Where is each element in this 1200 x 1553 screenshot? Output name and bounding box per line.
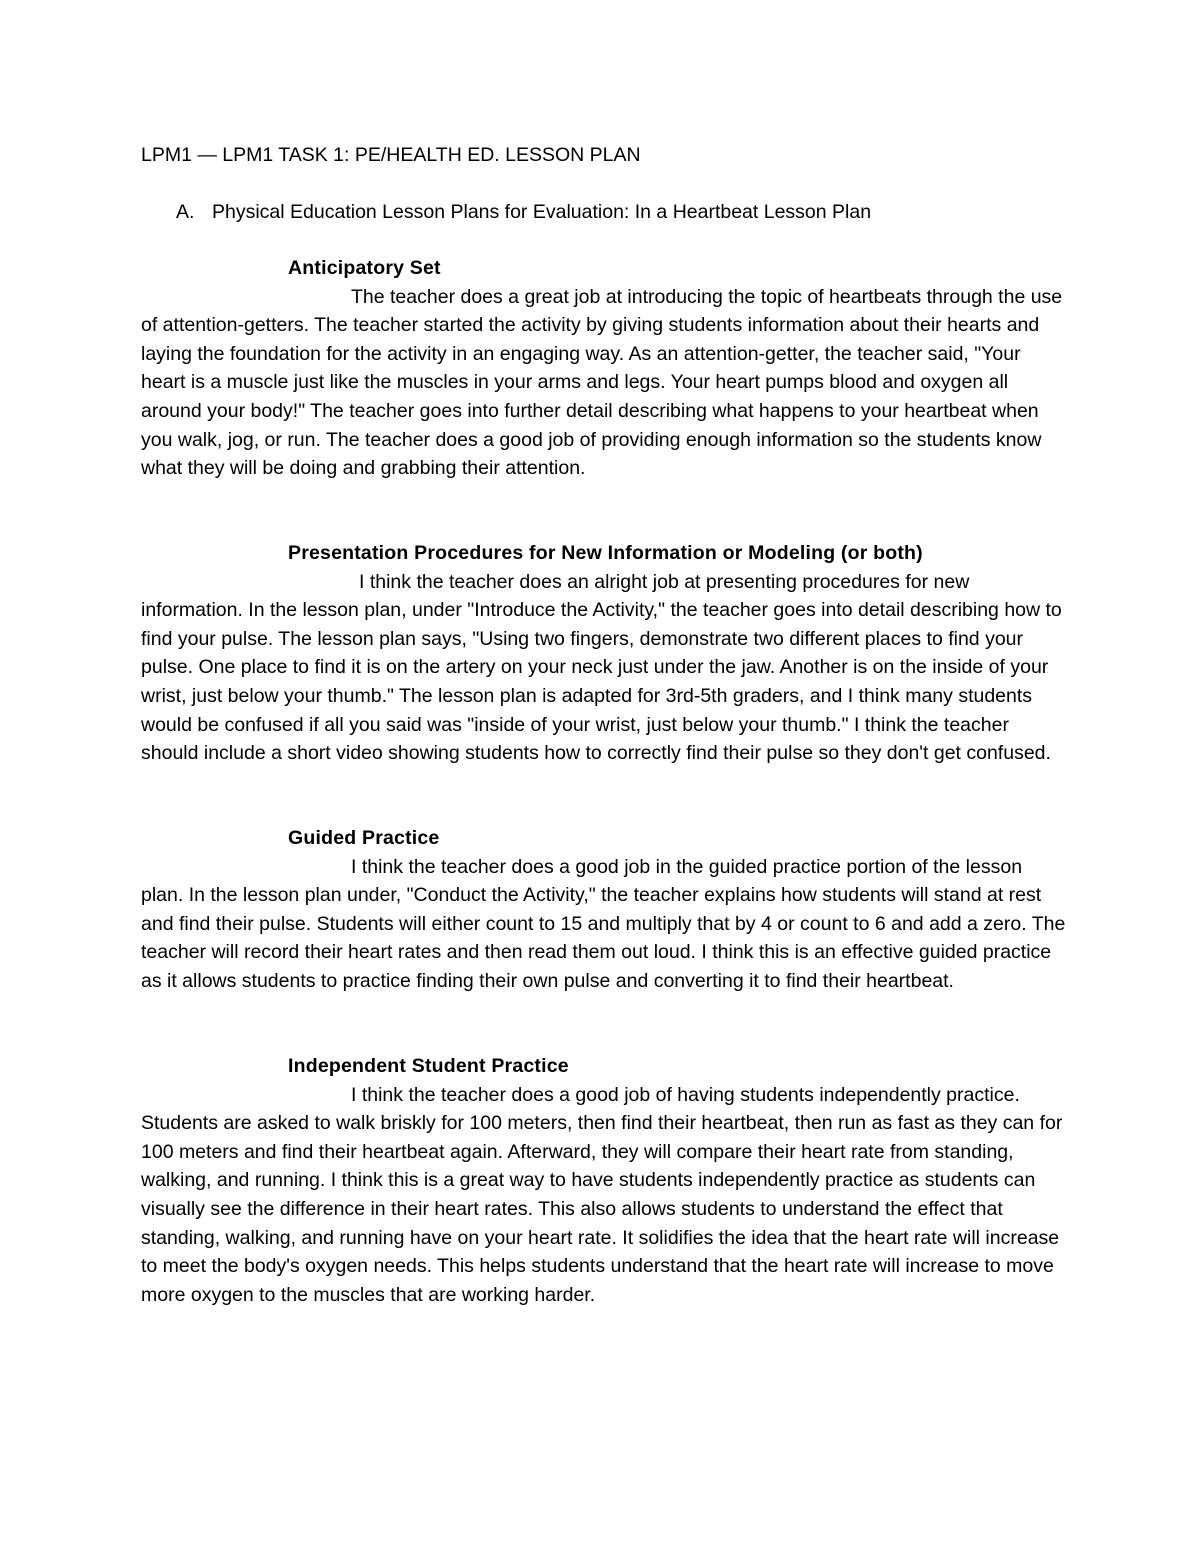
section-body: The teacher does a great job at introducing the topic of heartbeats through the use of attention-getters. The teacher started the activity by giving students information about their hearts and laying the foundation for the activity in an engaging way. As an attention-getter, the teacher said, "Your heart is a muscle just like the muscles in your arms and legs. Your heart pumps blood and oxygen all around your body!" The teacher goes into further detail describing what happens to your heartbeat when you walk, jog, or run. The teacher does a good job of providing enough information so the students know what they will be doing and grabbing their attention. xyxy=(141,285,1063,480)
section-body: I think the teacher does a good job of having students independently practice. Students are asked to walk briskly for 100 meters, then find their heartbeat, then run as fast as they can for 100 meters and find their heartbeat again. Afterward, they will compare their heart rate from standing, walking, and running. I think this is a great way to have students independently practice as students can visually see the difference in their heart rates. This also allows students to understand the effect that standing, walking, and running have on your heart rate. It solidifies the idea that the heart rate will increase to meet the body's oxygen needs. This helps students understand that the heart rate will increase to move more oxygen to the muscles that are working harder. xyxy=(141,1083,1063,1306)
section-body: I think the teacher does an alright job at presenting procedures for new information. In the lesson plan, under "Introduce the Activity," the teacher goes into detail describing how to find your pulse. The lesson plan says, "Using two fingers, demonstrate two different places to find your pulse. One place to find it is on the artery on your neck just under the jaw. Another is on the inside of your wrist, just below your thumb." The lesson plan is adapted for 3rd-5th graders, and I think many students would be confused if all you said was "inside of your wrist, just below your thumb." I think the teacher should include a short video showing students how to correctly find their pulse so they don't get confused. xyxy=(141,570,1062,765)
document-title: LPM1 — LPM1 TASK 1: PE/HEALTH ED. LESSON PLAN xyxy=(141,144,641,166)
section-independent-student-practice xyxy=(141,1052,1066,1309)
section-presentation-procedures xyxy=(141,539,1066,768)
list-item-text: Physical Education Lesson Plans for Evaluation: In a Heartbeat Lesson Plan xyxy=(212,201,872,223)
section-anticipatory-set xyxy=(141,254,1066,483)
section-heading: Guided Practice xyxy=(288,827,440,849)
list-marker: A. xyxy=(176,201,195,223)
section-heading: Presentation Procedures for New Information or Modeling (or both) xyxy=(288,542,923,564)
list-item-a xyxy=(176,200,871,224)
section-heading: Independent Student Practice xyxy=(288,1055,569,1077)
section-heading: Anticipatory Set xyxy=(288,257,441,279)
section-guided-practice xyxy=(141,824,1066,996)
section-body: I think the teacher does a good job in the guided practice portion of the lesson plan. In the lesson plan under, "Conduct the Activity," the teacher explains how students will stand at rest and find their pulse. Students will either count to 15 and multiply that by 4 or count to 6 and add a zero. The teacher will record their heart rates and then read them out loud. I think this is an effective guided practice as it allows students to practice finding their own pulse and converting it to find their heartbeat. xyxy=(141,855,1066,992)
